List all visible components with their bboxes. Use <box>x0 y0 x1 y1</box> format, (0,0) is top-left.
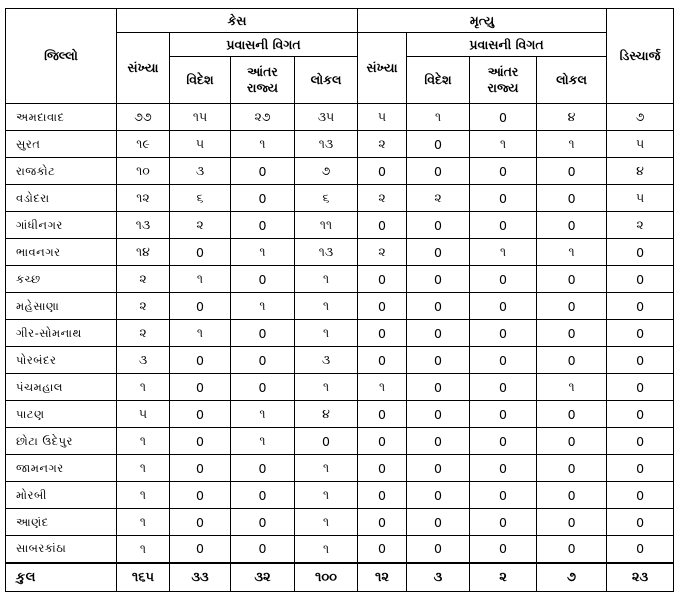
cell-deaths: ૧ <box>358 374 407 401</box>
cell-deaths-interstate: 0 <box>470 104 537 131</box>
cell-discharge: 0 <box>607 428 674 455</box>
table-body <box>6 104 674 592</box>
cell-cases: ૧ <box>117 536 170 563</box>
cell-discharge: ૪ <box>607 158 674 185</box>
cell-cases-interstate: ૧ <box>231 131 295 158</box>
cell-district: પોરબંદર <box>6 347 117 374</box>
cell-cases-interstate: 0 <box>231 536 295 563</box>
cell-district: આણંદ <box>6 509 117 536</box>
cell-deaths-interstate: 0 <box>470 428 537 455</box>
header-deaths: મૃત્યુ <box>358 9 607 33</box>
cell-cases-local: ૧ <box>295 509 358 536</box>
cell-district: ગીર-સોમનાથ <box>6 320 117 347</box>
cell-cases-local: ૪ <box>295 401 358 428</box>
cell-deaths-local: 0 <box>537 185 607 212</box>
table-row <box>6 239 674 266</box>
cell-deaths-foreign: ૩ <box>407 563 470 592</box>
cell-deaths-foreign: ૧ <box>407 104 470 131</box>
cell-cases: ૧ <box>117 455 170 482</box>
cell-cases: ૧૩ <box>117 212 170 239</box>
cell-deaths-local: ૧ <box>537 239 607 266</box>
cell-cases: ૨ <box>117 266 170 293</box>
cell-deaths-foreign: 0 <box>407 428 470 455</box>
cell-deaths-interstate: 0 <box>470 185 537 212</box>
cell-district: મોરબી <box>6 482 117 509</box>
table-row <box>6 455 674 482</box>
cell-cases-foreign: 0 <box>170 428 231 455</box>
cell-deaths-interstate: 0 <box>470 158 537 185</box>
cell-cases-local: ૧૦૦ <box>295 563 358 592</box>
cell-cases-interstate: ૩૨ <box>231 563 295 592</box>
cell-cases-interstate: ૧ <box>231 428 295 455</box>
cell-district: રાજકોટ <box>6 158 117 185</box>
cell-deaths: 0 <box>358 455 407 482</box>
cell-deaths-local: 0 <box>537 266 607 293</box>
cell-cases: ૨ <box>117 293 170 320</box>
cell-district: કુલ <box>6 563 117 592</box>
header-cases-foreign: વિદેશ <box>170 57 231 104</box>
cell-cases-foreign: ૩૩ <box>170 563 231 592</box>
cell-district: સુરત <box>6 131 117 158</box>
cell-cases-foreign: 0 <box>170 401 231 428</box>
cell-discharge: 0 <box>607 374 674 401</box>
cell-district: સાબરકાંઠા <box>6 536 117 563</box>
table-row <box>6 428 674 455</box>
cell-cases-foreign: 0 <box>170 455 231 482</box>
cell-deaths-interstate: 0 <box>470 401 537 428</box>
cell-deaths-foreign: 0 <box>407 536 470 563</box>
cell-cases-foreign: 0 <box>170 239 231 266</box>
cell-cases-foreign: ૨ <box>170 212 231 239</box>
cell-cases-interstate: 0 <box>231 185 295 212</box>
cell-cases: ૧ <box>117 509 170 536</box>
cell-discharge: ૫ <box>607 185 674 212</box>
cell-district: છોટા ઉદેપુર <box>6 428 117 455</box>
cell-cases-local: ૧ <box>295 293 358 320</box>
cell-deaths-foreign: 0 <box>407 131 470 158</box>
header-deaths-foreign: વિદેશ <box>407 57 470 104</box>
table-row <box>6 131 674 158</box>
cell-cases-interstate: ૧ <box>231 293 295 320</box>
cell-deaths-foreign: 0 <box>407 266 470 293</box>
cell-deaths-interstate: 0 <box>470 212 537 239</box>
cell-district: મહેસાણા <box>6 293 117 320</box>
cell-district: ગાંધીનગર <box>6 212 117 239</box>
cell-discharge: ૭ <box>607 104 674 131</box>
cell-cases-interstate: 0 <box>231 320 295 347</box>
cell-deaths-local: 0 <box>537 212 607 239</box>
cell-discharge: 0 <box>607 293 674 320</box>
cell-district: અમદાવાદ <box>6 104 117 131</box>
table-row <box>6 401 674 428</box>
cell-discharge: 0 <box>607 320 674 347</box>
table-row <box>6 320 674 347</box>
cell-cases-foreign: 0 <box>170 509 231 536</box>
cell-cases: ૧૯ <box>117 131 170 158</box>
district-covid-table <box>5 8 674 592</box>
cell-cases-local: ૧ <box>295 266 358 293</box>
cell-district: વડોદરા <box>6 185 117 212</box>
cell-deaths-local: 0 <box>537 158 607 185</box>
cell-deaths-foreign: 0 <box>407 401 470 428</box>
cell-deaths: ૫ <box>358 104 407 131</box>
cell-deaths-foreign: 0 <box>407 509 470 536</box>
cell-deaths-foreign: 0 <box>407 320 470 347</box>
cell-cases: ૧ <box>117 428 170 455</box>
cell-discharge: 0 <box>607 401 674 428</box>
cell-cases-foreign: ૩ <box>170 158 231 185</box>
cell-cases-local: ૧ <box>295 482 358 509</box>
cell-discharge: 0 <box>607 266 674 293</box>
cell-cases: ૩ <box>117 347 170 374</box>
cell-deaths: ૨ <box>358 131 407 158</box>
cell-cases: ૧૨ <box>117 185 170 212</box>
cell-cases-foreign: ૧૫ <box>170 104 231 131</box>
cell-district: પંચમહાલ <box>6 374 117 401</box>
cell-deaths-interstate: ૨ <box>470 563 537 592</box>
cell-cases-interstate: 0 <box>231 212 295 239</box>
cell-deaths: 0 <box>358 158 407 185</box>
header-discharge: ડિસ્ચાર્જ <box>607 9 674 104</box>
cell-deaths-local: ૪ <box>537 104 607 131</box>
cell-district: જામનગર <box>6 455 117 482</box>
table-row <box>6 509 674 536</box>
cell-deaths-interstate: 0 <box>470 266 537 293</box>
header-cases-travel: પ્રવાસની વિગત <box>170 33 358 57</box>
cell-discharge: ૨૩ <box>607 563 674 592</box>
cell-deaths-local: ૧ <box>537 131 607 158</box>
table-row <box>6 293 674 320</box>
cell-deaths-foreign: 0 <box>407 158 470 185</box>
cell-discharge: 0 <box>607 347 674 374</box>
cell-deaths-foreign: 0 <box>407 212 470 239</box>
cell-deaths: 0 <box>358 212 407 239</box>
cell-deaths-local: ૭ <box>537 563 607 592</box>
cell-deaths-local: 0 <box>537 293 607 320</box>
table-row <box>6 374 674 401</box>
cell-deaths-interstate: 0 <box>470 455 537 482</box>
header-cases-count: સંખ્યા <box>117 33 170 104</box>
cell-cases: ૧ <box>117 482 170 509</box>
table-row <box>6 347 674 374</box>
cell-cases: ૧૦ <box>117 158 170 185</box>
cell-cases-local: ૧૩ <box>295 239 358 266</box>
cell-deaths: 0 <box>358 482 407 509</box>
cell-deaths-local: 0 <box>537 536 607 563</box>
cell-deaths: 0 <box>358 509 407 536</box>
cell-cases-interstate: 0 <box>231 266 295 293</box>
cell-cases-foreign: ૧ <box>170 320 231 347</box>
cell-cases: ૫ <box>117 401 170 428</box>
cell-deaths-foreign: 0 <box>407 482 470 509</box>
cell-district: કચ્છ <box>6 266 117 293</box>
cell-deaths-foreign: 0 <box>407 455 470 482</box>
cell-deaths-local: 0 <box>537 455 607 482</box>
cell-cases-local: ૧ <box>295 536 358 563</box>
cell-cases: ૧ <box>117 374 170 401</box>
cell-cases: ૧૬૫ <box>117 563 170 592</box>
cell-deaths-interstate: 0 <box>470 536 537 563</box>
cell-cases-interstate: 0 <box>231 347 295 374</box>
cell-cases: ૨ <box>117 320 170 347</box>
cell-cases: ૧૪ <box>117 239 170 266</box>
cell-discharge: 0 <box>607 455 674 482</box>
cell-cases-local: ૩ <box>295 347 358 374</box>
cell-cases-interstate: 0 <box>231 158 295 185</box>
cell-cases-foreign: 0 <box>170 374 231 401</box>
cell-cases-local: ૩૫ <box>295 104 358 131</box>
header-deaths-interstate: આંતર રાજ્ય <box>470 57 537 104</box>
cell-deaths: 0 <box>358 320 407 347</box>
cell-cases-local: ૧૧ <box>295 212 358 239</box>
cell-cases-foreign: 0 <box>170 293 231 320</box>
table-row <box>6 536 674 563</box>
table-row <box>6 266 674 293</box>
header-deaths-local: લોકલ <box>537 57 607 104</box>
total-row <box>6 563 674 592</box>
cell-cases-local: ૧ <box>295 455 358 482</box>
cell-cases-foreign: 0 <box>170 536 231 563</box>
cell-deaths: ૨ <box>358 185 407 212</box>
cell-deaths-local: ૧ <box>537 374 607 401</box>
cell-cases-foreign: ૬ <box>170 185 231 212</box>
cell-cases-local: ૧ <box>295 320 358 347</box>
cell-deaths-local: 0 <box>537 428 607 455</box>
cell-deaths: 0 <box>358 347 407 374</box>
cell-deaths-interstate: ૧ <box>470 131 537 158</box>
cell-deaths-local: 0 <box>537 320 607 347</box>
cell-deaths-interstate: 0 <box>470 509 537 536</box>
cell-cases-interstate: 0 <box>231 509 295 536</box>
cell-cases-interstate: 0 <box>231 374 295 401</box>
cell-deaths-local: 0 <box>537 401 607 428</box>
cell-discharge: ૨ <box>607 212 674 239</box>
cell-discharge: ૫ <box>607 131 674 158</box>
cell-deaths-interstate: 0 <box>470 320 537 347</box>
table-row <box>6 482 674 509</box>
cell-cases-foreign: ૧ <box>170 266 231 293</box>
cell-deaths: 0 <box>358 293 407 320</box>
cell-discharge: 0 <box>607 482 674 509</box>
cell-cases-foreign: 0 <box>170 482 231 509</box>
cell-cases-local: ૭ <box>295 158 358 185</box>
table-row <box>6 185 674 212</box>
cell-deaths-local: 0 <box>537 509 607 536</box>
header-cases-interstate: આંતર રાજ્ય <box>231 57 295 104</box>
cell-cases-local: ૧૩ <box>295 131 358 158</box>
cell-cases-interstate: ૧ <box>231 401 295 428</box>
cell-cases-foreign: ૫ <box>170 131 231 158</box>
cell-cases-local: ૬ <box>295 185 358 212</box>
cell-cases-local: ૧ <box>295 374 358 401</box>
cell-deaths: 0 <box>358 266 407 293</box>
cell-discharge: 0 <box>607 239 674 266</box>
cell-deaths-local: 0 <box>537 482 607 509</box>
cell-cases-foreign: 0 <box>170 347 231 374</box>
cell-deaths: 0 <box>358 401 407 428</box>
cell-deaths-foreign: 0 <box>407 347 470 374</box>
cell-cases: ૭૭ <box>117 104 170 131</box>
header-deaths-travel: પ્રવાસની વિગત <box>407 33 607 57</box>
table-row <box>6 158 674 185</box>
cell-cases-interstate: 0 <box>231 482 295 509</box>
cell-deaths-foreign: 0 <box>407 374 470 401</box>
cell-deaths-interstate: 0 <box>470 374 537 401</box>
cell-deaths-local: 0 <box>537 347 607 374</box>
header-deaths-count: સંખ્યા <box>358 33 407 104</box>
cell-cases-interstate: ૨૭ <box>231 104 295 131</box>
cell-deaths-foreign: 0 <box>407 293 470 320</box>
header-cases-local: લોકલ <box>295 57 358 104</box>
cell-deaths-foreign: 0 <box>407 239 470 266</box>
cell-deaths: ૧૨ <box>358 563 407 592</box>
cell-deaths: ૨ <box>358 239 407 266</box>
cell-cases-local: 0 <box>295 428 358 455</box>
cell-deaths: 0 <box>358 428 407 455</box>
cell-deaths-interstate: 0 <box>470 482 537 509</box>
cell-district: પાટણ <box>6 401 117 428</box>
cell-cases-interstate: 0 <box>231 455 295 482</box>
cell-deaths-interstate: 0 <box>470 347 537 374</box>
cell-deaths: 0 <box>358 536 407 563</box>
header-district: જિલ્લો <box>6 9 117 104</box>
table-row <box>6 212 674 239</box>
cell-deaths-interstate: ૧ <box>470 239 537 266</box>
header-cases: કેસ <box>117 9 358 33</box>
cell-deaths-interstate: 0 <box>470 293 537 320</box>
cell-cases-interstate: ૧ <box>231 239 295 266</box>
cell-discharge: 0 <box>607 536 674 563</box>
table-row <box>6 104 674 131</box>
cell-district: ભાવનગર <box>6 239 117 266</box>
cell-deaths-foreign: ૨ <box>407 185 470 212</box>
cell-discharge: 0 <box>607 509 674 536</box>
